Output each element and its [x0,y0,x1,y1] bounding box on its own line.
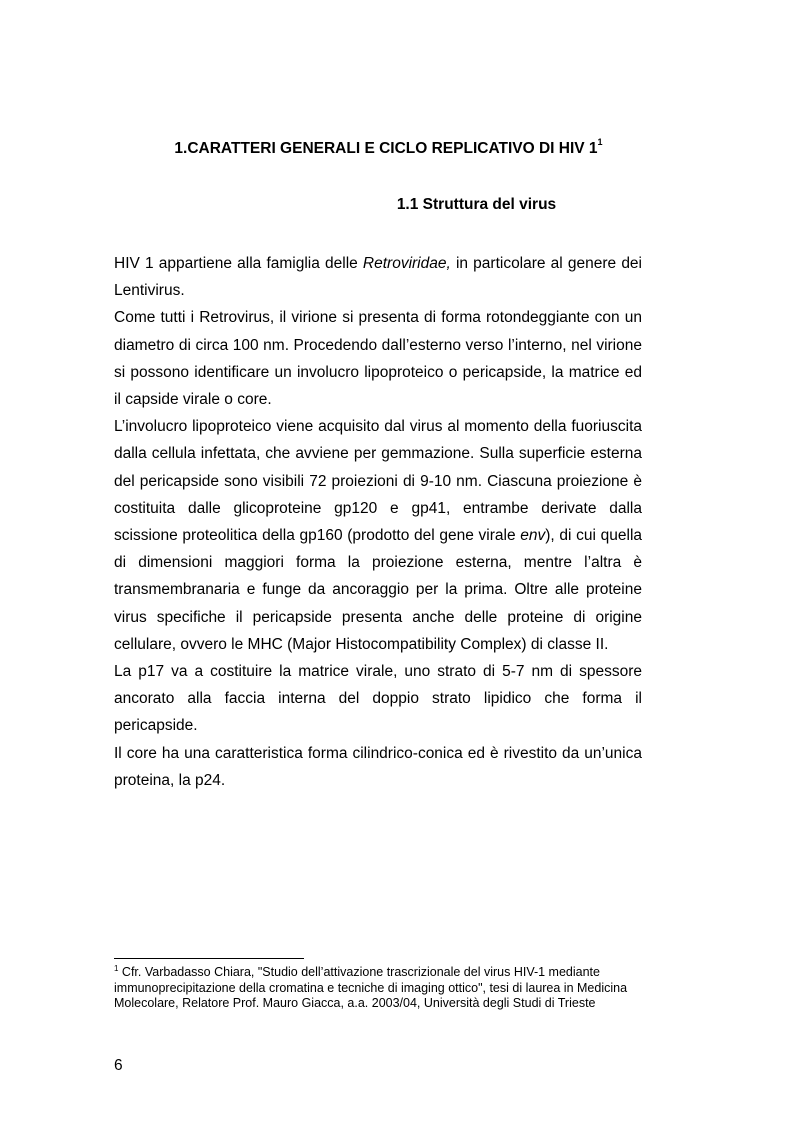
paragraph-3-text-start: L’involucro lipoproteico viene acquisito dal virus al momento della fuoriuscita dalla cellula infettata, che avviene per gemmazione. Sulla superficie esterna del pericapside sono visibili 72 proiezioni di 9-10 nm. Ciascuna proiezione è costituita dalle glicoproteine gp120 e gp41, entrambe derivate dalla scissione proteolitica della gp160 (prodotto del gene virale [114,418,642,545]
footnote-divider [114,958,304,959]
page-number: 6 [114,1057,123,1074]
chapter-footnote-marker: 1 [597,136,603,147]
section-title: 1.1 Struttura del virus [396,196,557,213]
paragraph-1-text-start: HIV 1 appartiene alla famiglia delle [114,255,363,272]
paragraph-2: Come tutti i Retrovirus, il virione si presenta di forma rotondeggiante con un diametro di circa 100 nm. Procedendo dall’esterno verso l’interno, nel virione si possono identificare un involucro lipoproteico o pericapside, la matrice ed il capside virale o core. [114,309,642,409]
paragraph-4: La p17 va a costituire la matrice virale, uno strato di 5-7 nm di spessore ancorato alla faccia interna del doppio strato lipidico che forma il pericapside. [114,663,642,735]
paragraph-3-gene-name: env [520,527,546,545]
paragraph-1 [114,250,642,304]
paragraph-1-text-end: in particolare al genere dei Lentivirus. [114,255,642,300]
footnote-marker: 1 [114,963,119,973]
paragraph-3-text-end: ), di cui quella di dimensioni maggiori forma la proiezione esterna, mentre l’altra è transmembranaria e funge da ancoraggio per la prima. Oltre alle proteine virus specifiche il pericapside presenta anche delle proteine di origine cellulare, ovvero le MHC (Major Histocompatibility Complex) di classe II. [114,527,643,653]
footnote [114,965,642,1012]
paragraph-3 [114,413,642,658]
paragraph-5: Il core ha una caratteristica forma cilindrico-conica ed è rivestito da un’unica proteina, la p24. [114,744,642,789]
paragraph-1-taxon-name: Retroviridae, [362,255,451,272]
chapter-title [0,136,793,158]
footnote-text: Cfr. Varbadasso Chiara, "Studio dell’attivazione trascrizionale del virus HIV-1 mediante immunoprecipitazione della cromatina e tecniche di imaging ottico", tesi di laurea in Medicina Molecolare, Relatore Prof. Mauro Giacca, a.a. 2003/04, Università degli Studi di Trieste [114,965,628,1010]
chapter-title-text: 1.CARATTERI GENERALI E CICLO REPLICATIVO DI HIV 1 [174,140,598,157]
body-text [114,250,642,794]
